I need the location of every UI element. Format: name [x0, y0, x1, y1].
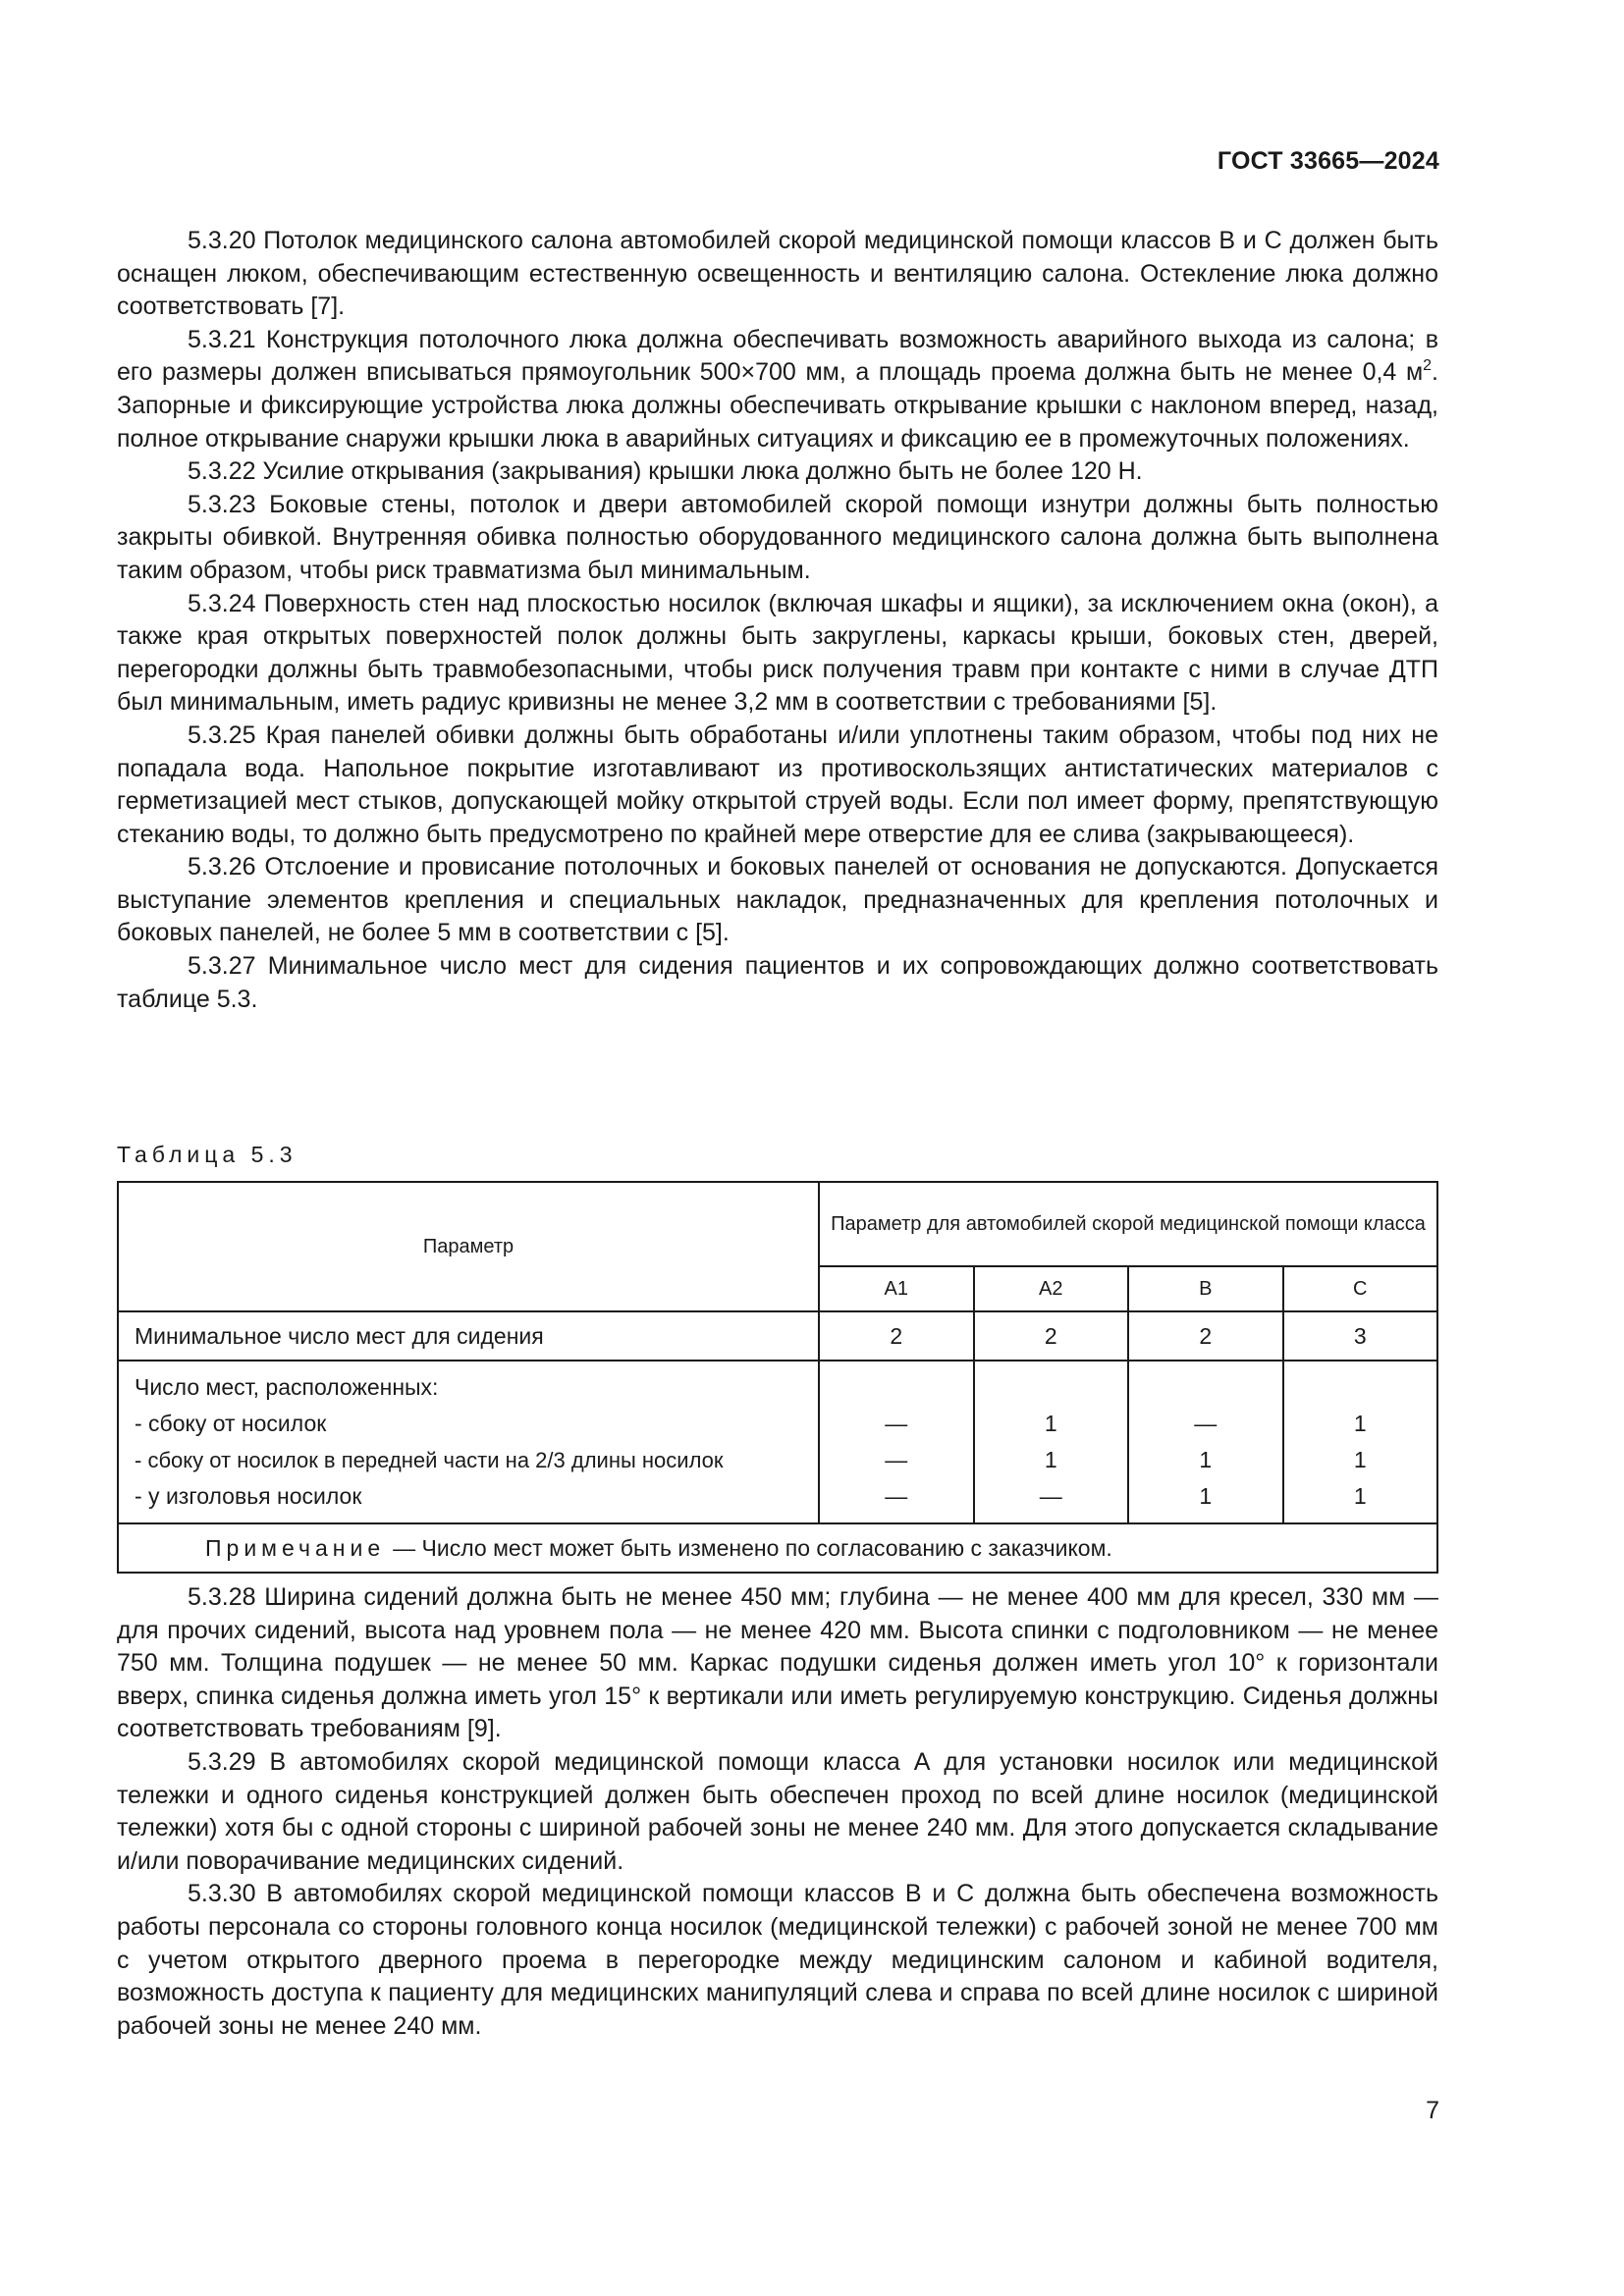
- cell-value: —: [1039, 1483, 1062, 1509]
- header-class-c: С: [1283, 1266, 1438, 1311]
- text-block-bottom: [117, 1581, 1438, 2043]
- row-label-seat-locations: [118, 1361, 819, 1523]
- cell-value: 1: [1044, 1411, 1057, 1436]
- paragraph-5-3-22: 5.3.22 Усилие открывания (закрывания) крышки люка должно быть не более 120 Н.: [188, 457, 1143, 486]
- table-header-row: [118, 1182, 1437, 1266]
- table-note: [118, 1523, 1437, 1573]
- row-sublabel: - у изголовья носилок: [135, 1483, 362, 1509]
- paragraph-5-3-28: 5.3.28 Ширина сидений должна быть не менее 450 мм; глубина — не менее 400 мм для кресел, 330 мм — для прочих сидений, высота над уровнем пола — не менее 420 мм. Высота спинки с подголовником — не менее 750 мм. Толщина подушек — не менее 50 мм. Каркас подушки сиденья должен иметь угол 10° к горизонтали вверх, спинка сиденья должна иметь угол 15° к вертикали или иметь регулируемую конструкцию. Сиденья должны соответствовать требованиям [9].: [117, 1583, 1438, 1743]
- paragraph-5-3-26: 5.3.26 Отслоение и провисание потолочных и боковых панелей от основания не допускаются. Допускается выступание элементов крепления и специальных накладок, предназначенных для крепления потолочных и боковых панелей, не более 5 мм в соответствии с [5].: [117, 853, 1438, 947]
- cell-values-b: [1128, 1361, 1283, 1523]
- cell-values-a2: [974, 1361, 1129, 1523]
- note-label: Примечание: [205, 1534, 386, 1561]
- paragraph-5-3-24: 5.3.24 Поверхность стен над плоскостью носилок (включая шкафы и ящики), за исключением окна (окон), а также края открытых поверхностей полок должны быть закруглены, каркасы крыши, боковых стен, дверей, перегородки должны быть травмобезопасными, чтобы риск получения травм при контакте с ними в случае ДТП был минимальным, иметь радиус кривизны не менее 3,2 мм в соответствии с требованиями [5].: [117, 589, 1438, 717]
- paragraph-5-3-21-text: 5.3.21 Конструкция потолочного люка должна обеспечивать возможность аварийного выхода из салона; в его размеры должен вписываться прямоугольник 500×700 мм, а площадь проема должна быть не менее 0,4 м: [117, 325, 1438, 387]
- cell-value: 1: [1044, 1447, 1057, 1472]
- document-header: ГОСТ 33665—2024: [1217, 147, 1439, 175]
- page-number: 7: [1426, 2097, 1439, 2124]
- cell-value: 1: [1353, 1411, 1367, 1436]
- header-class-a2: А2: [974, 1266, 1129, 1311]
- paragraph-5-3-29: 5.3.29 В автомобилях скорой медицинской помощи класса А для установки носилок или медицинской тележки и одного сиденья конструкцией должен быть обеспечен проход по всей длине носилок (медицинской тележки) хотя бы с одной стороны с шириной рабочей зоны не менее 240 мм. Для этого допускается складывание и/или поворачивание медицинских сидений.: [117, 1747, 1438, 1875]
- cell-value: 1: [1199, 1447, 1213, 1472]
- cell-value: 1: [1353, 1483, 1367, 1509]
- cell-value: —: [1194, 1411, 1218, 1436]
- table-row: [118, 1361, 1437, 1523]
- paragraph-5-3-23: 5.3.23 Боковые стены, потолок и двери автомобилей скорой помощи изнутри должны быть полностью закрыты обивкой. Внутренняя обивка полностью оборудованного медицинского салона должна быть выполнена таким образом, чтобы риск травматизма был минимальным.: [117, 490, 1438, 584]
- text-block-top: [117, 225, 1438, 1016]
- paragraph-5-3-25: 5.3.25 Края панелей обивки должны быть обработаны и/или уплотнены таким образом, чтобы под них не попадала вода. Напольное покрытие изготавливают из противоскользящих антистатических материалов с герметизацией мест стыков, допускающей мойку открытой струей воды. Если пол имеет форму, препятствующую стеканию воды, то должно быть предусмотрено по крайней мере отверстие для ее слива (закрывающееся).: [117, 721, 1438, 848]
- cell-value: 1: [1199, 1483, 1213, 1509]
- row-sublabel: - сбоку от носилок: [135, 1411, 327, 1436]
- cell-value: —: [885, 1447, 908, 1472]
- cell-values-c: [1283, 1361, 1438, 1523]
- table-caption: Таблица 5.3: [117, 1142, 298, 1167]
- paragraph-5-3-21-text-cont: . Запорные и фиксирующие устройства люка должны обеспечивать открывание крышки с наклоном вперед, назад, полное открывание снаружи крышки люка в аварийных ситуациях и фиксацию ее в промежуточных положениях.: [117, 358, 1438, 453]
- header-class-group: Параметр для автомобилей скорой медицинской помощи класса: [819, 1182, 1437, 1266]
- cell-value: 2: [974, 1311, 1129, 1361]
- row-label-min-seats: Минимальное число мест для сидения: [118, 1311, 819, 1361]
- header-class-b: В: [1128, 1266, 1283, 1311]
- seating-table: [117, 1181, 1438, 1574]
- paragraph-5-3-20: 5.3.20 Потолок медицинского салона автомобилей скорой медицинской помощи классов В и С должен быть оснащен люком, обеспечивающим естественную освещенность и вентиляцию салона. Остекление люка должно соответствовать [7].: [117, 227, 1438, 321]
- header-class-a1: А1: [819, 1266, 974, 1311]
- paragraph-5-3-27: 5.3.27 Минимальное число мест для сидения пациентов и их сопровождающих должно соответствовать таблице 5.3.: [117, 952, 1438, 1013]
- row-sublabel: Число мест, расположенных:: [135, 1374, 439, 1400]
- table-row: [118, 1311, 1437, 1361]
- header-parameter: Параметр: [118, 1182, 819, 1311]
- cell-values-a1: [819, 1361, 974, 1523]
- cell-value: 1: [1353, 1447, 1367, 1472]
- paragraph-5-3-30: 5.3.30 В автомобилях скорой медицинской помощи классов В и С должна быть обеспечена возможность работы персонала со стороны головного конца носилок (медицинской тележки) с рабочей зоной не менее 700 мм с учетом открытого дверного проема в перегородке между медицинским салоном и кабиной водителя, возможность доступа к пациенту для медицинских манипуляций слева и справа по всей длине носилок с шириной рабочей зоны не менее 240 мм.: [117, 1880, 1438, 2040]
- cell-value: —: [885, 1411, 908, 1436]
- note-text: — Число мест может быть изменено по согласованию с заказчиком.: [393, 1534, 1112, 1561]
- row-sublabel: - сбоку от носилок в передней части на 2/3 длины носилок: [135, 1448, 724, 1472]
- paragraph-5-3-21: [117, 324, 1438, 455]
- cell-value: 3: [1283, 1311, 1438, 1361]
- cell-value: 2: [819, 1311, 974, 1361]
- cell-value: —: [885, 1483, 908, 1509]
- superscript: 2: [1423, 357, 1433, 375]
- cell-value: 2: [1128, 1311, 1283, 1361]
- table-note-row: [118, 1523, 1437, 1573]
